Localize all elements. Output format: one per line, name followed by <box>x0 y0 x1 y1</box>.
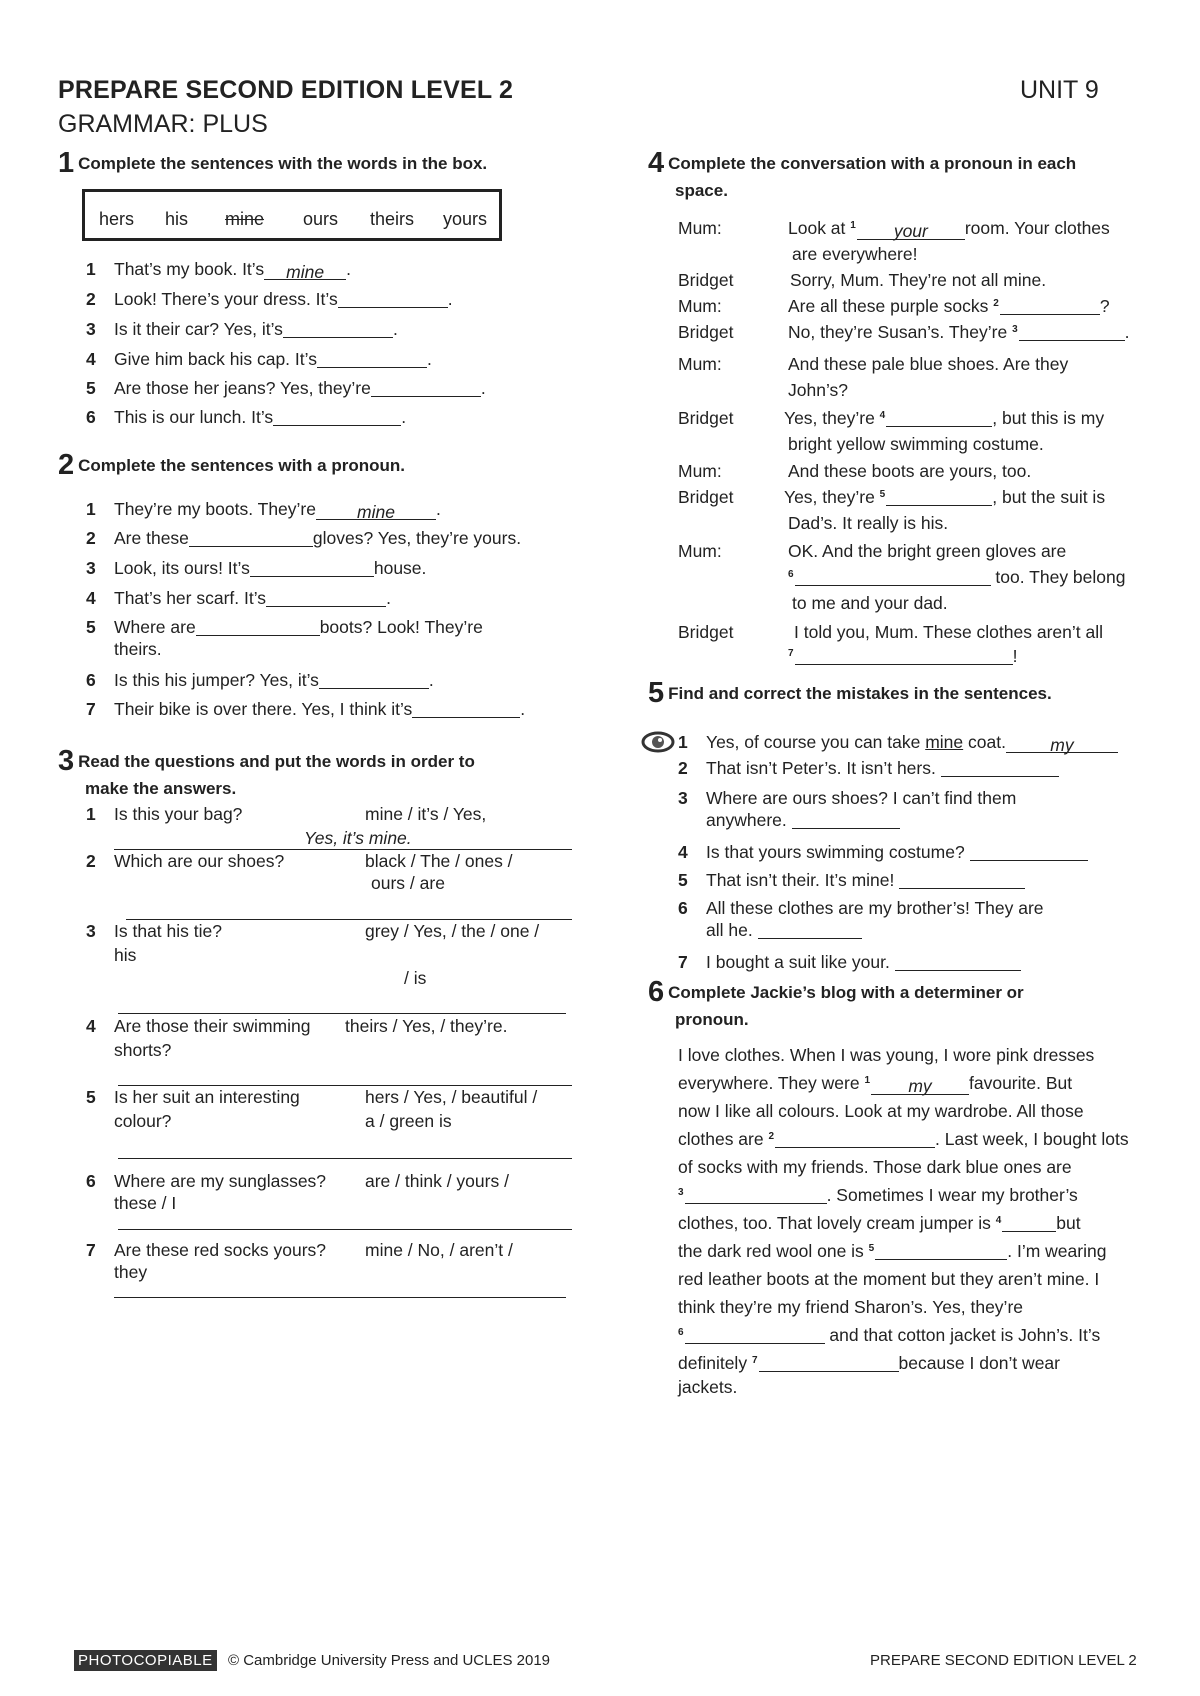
gap-number: 1 <box>864 1075 870 1086</box>
correction-blank[interactable] <box>899 870 1025 889</box>
answer-blank[interactable] <box>775 1129 935 1148</box>
item-text: all he. <box>706 920 758 940</box>
blog-text-part: and that cotton jacket is John’s. It’s <box>824 1325 1101 1345</box>
item-number: 7 <box>678 952 688 972</box>
dialogue-text: John’s? <box>788 380 849 400</box>
item-number: 1 <box>86 499 96 519</box>
item-text: house. <box>373 558 427 578</box>
question-text: Are those their swimming <box>114 1016 311 1036</box>
item-number: 2 <box>86 289 96 309</box>
gap-number: 2 <box>993 298 999 309</box>
speaker-label: Bridget <box>678 322 734 342</box>
answer-blank[interactable] <box>685 1325 825 1344</box>
dialogue-text: Sorry, Mum. They’re not all mine. <box>790 270 1047 290</box>
item-text: Is it their car? Yes, it’s <box>114 319 283 339</box>
gap-number: 3 <box>678 1187 684 1198</box>
blog-line: think they’re my friend Sharon’s. Yes, they’re <box>678 1297 1024 1317</box>
item-text: . <box>520 699 526 719</box>
item-text: Yes, of course you can take <box>706 732 926 752</box>
question-text: colour? <box>114 1111 172 1131</box>
speaker-label: Mum: <box>678 296 722 316</box>
section-instruction: pronoun. <box>675 1010 749 1029</box>
item-number: 5 <box>86 378 96 398</box>
word-prompt: mine / No, / aren’t / <box>365 1240 513 1260</box>
blog-line: red leather boots at the moment but they aren’t mine. I <box>678 1269 1100 1289</box>
answer-blank[interactable] <box>317 349 427 368</box>
section-5-items <box>678 731 1178 981</box>
item-text: This is our lunch. It’s <box>114 407 274 427</box>
answer-blank[interactable] <box>338 289 448 308</box>
item-number: 2 <box>86 851 96 871</box>
footer-title: PREPARE SECOND EDITION LEVEL 2 <box>870 1652 1137 1669</box>
dialogue-text: to me and your dad. <box>792 593 948 613</box>
box-word: ours <box>303 209 339 229</box>
dialogue-text: are everywhere! <box>792 244 918 264</box>
item-text: They’re my boots. They’re <box>114 499 316 519</box>
item-number: 1 <box>86 259 96 279</box>
word-prompt: are / think / yours / <box>365 1171 509 1191</box>
gap-number: 1 <box>850 220 856 231</box>
dialogue-line <box>788 296 1110 317</box>
item-text: Give him back his cap. It’s <box>114 349 317 369</box>
dialogue-text: room. Your clothes <box>964 218 1110 238</box>
item-number: 4 <box>678 842 688 862</box>
answer-blank[interactable] <box>196 617 320 636</box>
answer-blank[interactable] <box>1019 322 1125 341</box>
speaker-label: Mum: <box>678 218 722 238</box>
question-text: Is this your bag? <box>114 804 243 824</box>
item-text: Where are <box>114 617 196 637</box>
dialogue-line <box>788 567 1125 588</box>
answer-line[interactable] <box>118 1013 566 1014</box>
section-1-items <box>86 258 586 428</box>
item-number: 4 <box>86 1016 96 1036</box>
dialogue-text: Yes, they’re <box>784 408 880 428</box>
item-number: 3 <box>86 558 96 578</box>
answer-blank[interactable]: your <box>857 221 965 240</box>
dialogue-text: . <box>1124 322 1130 342</box>
section-4-heading <box>648 147 1188 204</box>
item-text: Their bike is over there. Yes, I think it’s <box>114 699 413 719</box>
answer-blank[interactable] <box>875 1241 1007 1260</box>
blog-line <box>678 1185 1078 1206</box>
item-text: Are these <box>114 528 189 548</box>
dialogue-text: ? <box>1099 296 1110 316</box>
answer-line[interactable] <box>114 1297 566 1298</box>
item-number: 1 <box>86 804 96 824</box>
item-text: Are those her jeans? Yes, they’re <box>114 378 371 398</box>
section-instruction: Find and correct the mistakes in the sentences. <box>668 684 1052 703</box>
question-text: they <box>114 1262 148 1282</box>
correction-blank[interactable] <box>970 842 1088 861</box>
answer-blank[interactable]: mine <box>316 501 436 520</box>
dialogue-text: , but this is my <box>992 408 1105 428</box>
answer-line[interactable] <box>118 1229 572 1230</box>
item-number: 4 <box>86 588 96 608</box>
item-text: Is that yours swimming costume? <box>706 842 970 862</box>
dialogue-text: Yes, they’re <box>784 487 880 507</box>
answer-blank[interactable] <box>412 699 520 718</box>
word-prompt: theirs / Yes, / they’re. <box>345 1016 508 1036</box>
answer-blank[interactable] <box>886 408 992 427</box>
section-5-heading <box>648 677 1188 709</box>
conversation <box>678 218 1178 678</box>
section-instruction: make the answers. <box>85 779 237 798</box>
blog-line: I love clothes. When I was young, I wore pink dresses <box>678 1045 1095 1065</box>
answer-blank[interactable]: mine <box>264 261 346 280</box>
section-number: 3 <box>58 745 75 777</box>
unit-label: UNIT 9 <box>1020 76 1099 104</box>
section-number: 2 <box>58 449 75 481</box>
section-instruction: Complete Jackie’s blog with a determiner or <box>668 983 1024 1002</box>
gap-number: 6 <box>788 569 794 580</box>
item-number: 6 <box>86 407 96 427</box>
item-number: 5 <box>86 1087 96 1107</box>
dialogue-line <box>788 646 1017 667</box>
item-text: All these clothes are my brother’s! They are <box>706 898 1044 918</box>
item-text: That isn’t Peter’s. It isn’t hers. <box>706 758 941 778</box>
answer-blank[interactable] <box>371 378 481 397</box>
item-text: theirs. <box>114 639 162 659</box>
item-text: That’s her scarf. It’s <box>114 588 267 608</box>
section-number: 6 <box>648 976 665 1008</box>
dialogue-text: Look at <box>788 218 851 238</box>
page-title: PREPARE SECOND EDITION LEVEL 2 <box>58 76 514 104</box>
section-3-heading <box>58 745 598 802</box>
blog-line: jackets. <box>678 1377 738 1397</box>
blog-line <box>678 1325 1100 1346</box>
speaker-label: Mum: <box>678 354 722 374</box>
question-text: Which are our shoes? <box>114 851 285 871</box>
gap-number: 2 <box>768 1131 775 1142</box>
answer-blank[interactable] <box>189 528 313 547</box>
item-number: 3 <box>86 319 96 339</box>
blog-line: of socks with my friends. Those dark blue ones are <box>678 1157 1072 1177</box>
section-instruction: Complete the sentences with a pronoun. <box>78 456 405 475</box>
dialogue-text: And these boots are yours, too. <box>788 461 1032 481</box>
word-prompt: ours / are <box>371 873 445 893</box>
gap-number: 7 <box>788 648 794 659</box>
item-text: . <box>480 378 486 398</box>
item-text: . <box>346 259 351 279</box>
dialogue-text: bright yellow swimming costume. <box>788 434 1044 454</box>
dialogue-text: OK. And the bright green gloves are <box>788 541 1067 561</box>
question-text: shorts? <box>114 1040 172 1060</box>
word-prompt: grey / Yes, / the / one / <box>365 921 540 941</box>
item-number: 7 <box>86 1240 96 1260</box>
word-prompt: hers / Yes, / beautiful / <box>365 1087 538 1107</box>
answer-blank[interactable] <box>1000 296 1100 315</box>
dialogue-line <box>784 487 1105 508</box>
question-text: Are these red socks yours? <box>114 1240 327 1260</box>
item-number: 2 <box>678 758 688 778</box>
dialogue-line <box>788 218 1110 240</box>
word-prompt: black / The / ones / <box>365 851 513 871</box>
item-text: gloves? Yes, they’re yours. <box>312 528 522 548</box>
speaker-label: Bridget <box>678 622 734 642</box>
blog-text-part: . Sometimes I wear my brother’s <box>826 1185 1078 1205</box>
speaker-label: Bridget <box>678 270 734 290</box>
mistake-word: mine <box>925 732 964 752</box>
dialogue-text: ! <box>1012 646 1018 666</box>
gap-number: 4 <box>879 410 886 421</box>
section-number: 1 <box>58 147 75 179</box>
section-1-heading <box>58 147 598 179</box>
blog-text-part: . Last week, I bought lots <box>935 1129 1129 1149</box>
answer-blank[interactable] <box>319 670 429 689</box>
item-text: I bought a suit like your. <box>706 952 895 972</box>
item-number: 4 <box>86 349 96 369</box>
answer-blank[interactable] <box>266 588 386 607</box>
gap-number: 3 <box>1012 324 1018 335</box>
dialogue-text: I told you, Mum. These clothes aren’t all <box>794 622 1103 642</box>
question-text: Is that his tie? <box>114 921 222 941</box>
answer-blank[interactable] <box>283 319 393 338</box>
item-text: anywhere. <box>706 810 792 830</box>
answer-blank[interactable] <box>759 1353 899 1372</box>
blog-text-part: . I’m wearing <box>1007 1241 1107 1261</box>
copyright-notice: © Cambridge University Press and UCLES 2019 <box>228 1652 551 1669</box>
section-instruction: Complete the sentences with the words in the box. <box>78 154 488 173</box>
eye-icon <box>641 731 675 753</box>
item-number: 1 <box>678 732 688 752</box>
dialogue-line <box>784 408 1104 429</box>
section-number: 4 <box>648 147 665 179</box>
dialogue-text: Dad’s. It really is his. <box>788 513 949 533</box>
blog-text-part: but <box>1056 1213 1081 1233</box>
question-text: Where are my sunglasses? <box>114 1171 327 1191</box>
blog-line: now I like all colours. Look at my wardrobe. All those <box>678 1101 1084 1121</box>
correction-blank[interactable] <box>758 920 862 939</box>
dialogue-text: No, they’re Susan’s. They’re <box>788 322 1013 342</box>
answer-blank[interactable]: my <box>871 1076 969 1095</box>
blog-text-part: because I don’t wear <box>898 1353 1060 1373</box>
section-instruction: space. <box>675 181 728 200</box>
item-number: 6 <box>86 670 96 690</box>
box-word-crossed: mine <box>225 209 265 229</box>
blog-text-part: favourite. But <box>969 1073 1073 1093</box>
item-text: . <box>435 499 441 519</box>
word-prompt: / is <box>404 968 427 988</box>
gap-number: 4 <box>995 1215 1002 1226</box>
correction-blank[interactable]: my <box>1006 734 1118 753</box>
dialogue-text: And these pale blue shoes. Are they <box>788 354 1069 374</box>
section-2-heading <box>58 449 598 481</box>
section-3-items <box>86 803 586 1303</box>
section-instruction: Read the questions and put the words in order to <box>78 752 475 771</box>
section-6-heading <box>648 976 1188 1033</box>
answer-line[interactable] <box>118 1158 572 1159</box>
speaker-label: Bridget <box>678 487 734 507</box>
item-text: . <box>392 319 398 339</box>
item-text: . <box>426 349 432 369</box>
answer-blank[interactable] <box>273 407 401 426</box>
item-number: 7 <box>86 699 96 719</box>
item-text: . <box>401 407 407 427</box>
dialogue-text: Are all these purple socks <box>788 296 994 316</box>
box-word: yours <box>443 209 488 229</box>
photocopiable-badge: PHOTOCOPIABLE <box>74 1650 217 1671</box>
blog-text <box>678 1045 1188 1405</box>
item-text: That isn’t their. It’s mine! <box>706 870 900 890</box>
blog-text-part: clothes, too. That lovely cream jumper is <box>678 1213 996 1233</box>
item-number: 3 <box>86 921 96 941</box>
blog-line <box>678 1129 1129 1150</box>
speaker-label: Mum: <box>678 541 722 561</box>
blog-line <box>678 1213 1081 1234</box>
gap-number: 7 <box>751 1355 758 1366</box>
box-word: his <box>165 209 189 229</box>
answer-blank[interactable] <box>685 1185 827 1204</box>
correction-blank[interactable] <box>941 758 1059 777</box>
question-text: these / I <box>114 1193 177 1213</box>
item-number: 2 <box>86 528 96 548</box>
item-number: 6 <box>678 898 688 918</box>
item-number: 6 <box>86 1171 96 1191</box>
item-text: . <box>447 289 453 309</box>
question-text: his <box>114 945 137 965</box>
answer-blank[interactable] <box>886 487 992 506</box>
answer-blank[interactable] <box>1002 1213 1056 1232</box>
item-text: Is this his jumper? Yes, it’s <box>114 670 319 690</box>
section-2-items <box>86 498 586 728</box>
blog-text-part: definitely <box>678 1353 752 1373</box>
blog-line <box>678 1241 1106 1262</box>
gap-number: 6 <box>678 1327 684 1338</box>
gap-number: 5 <box>879 489 886 500</box>
section-instruction: Complete the conversation with a pronoun in each <box>668 154 1077 173</box>
dialogue-text: , but the suit is <box>992 487 1106 507</box>
item-text: boots? Look! They’re <box>319 617 483 637</box>
blog-text-part: the dark red wool one is <box>678 1241 869 1261</box>
item-text: Look, its ours! It’s <box>114 558 250 578</box>
blog-text-part: everywhere. They were <box>678 1073 865 1093</box>
item-number: 3 <box>678 788 688 808</box>
item-text: . <box>428 670 434 690</box>
item-text: Look! There’s your dress. It’s <box>114 289 338 309</box>
question-text: Is her suit an interesting <box>114 1087 300 1107</box>
correction-blank[interactable] <box>792 810 900 829</box>
item-text: coat. <box>963 732 1006 752</box>
item-text: Where are ours shoes? I can’t find them <box>706 788 1017 808</box>
word-box <box>82 189 502 241</box>
word-prompt: mine / it’s / Yes, <box>365 804 487 824</box>
example-answer: Yes, it’s mine. <box>304 828 412 848</box>
answer-blank[interactable] <box>250 558 374 577</box>
dialogue-text: too. They belong <box>990 567 1126 587</box>
box-word: hers <box>99 209 135 229</box>
correction-blank[interactable] <box>895 952 1021 971</box>
answer-blank[interactable] <box>795 646 1013 665</box>
box-word: theirs <box>370 209 415 229</box>
page-subtitle: GRAMMAR: PLUS <box>58 110 268 138</box>
blog-line <box>678 1353 1060 1374</box>
speaker-label: Bridget <box>678 408 734 428</box>
item-text: That’s my book. It’s <box>114 259 265 279</box>
dialogue-line <box>788 322 1130 343</box>
speaker-label: Mum: <box>678 461 722 481</box>
answer-blank[interactable] <box>795 567 991 586</box>
gap-number: 5 <box>868 1243 875 1254</box>
blog-text-part: clothes are <box>678 1129 769 1149</box>
item-text: . <box>386 588 391 608</box>
section-number: 5 <box>648 677 665 709</box>
item-number: 5 <box>86 617 96 637</box>
item-number: 5 <box>678 870 688 890</box>
blog-line <box>678 1073 1072 1095</box>
word-prompt: a / green is <box>365 1111 452 1131</box>
